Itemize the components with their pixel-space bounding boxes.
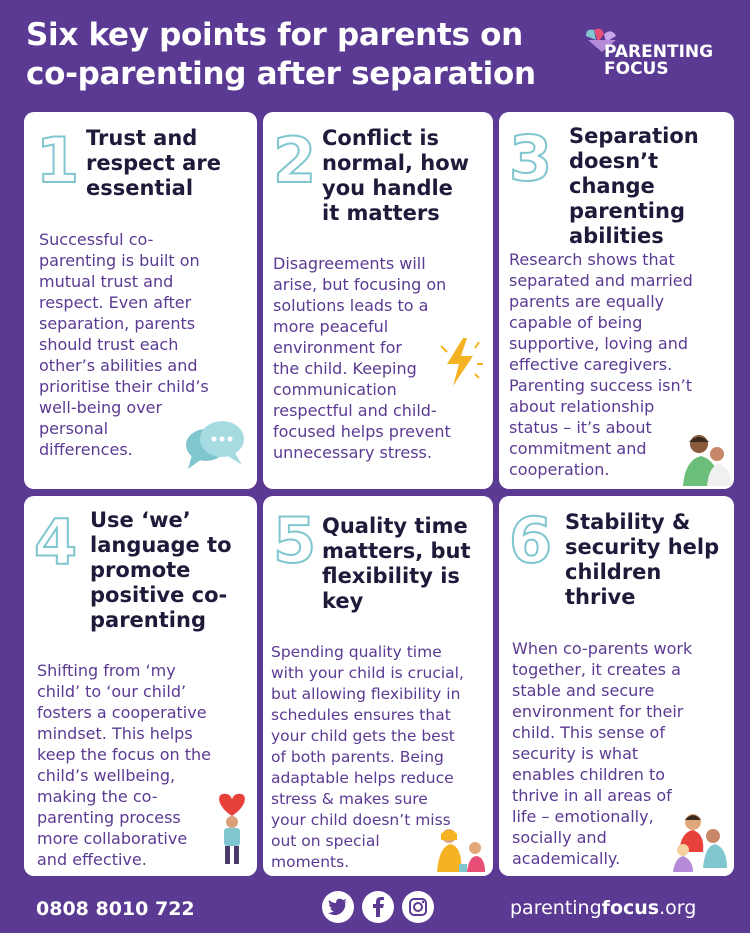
body-line: child’ to ‘our child’ <box>37 682 187 701</box>
card-number: 3 <box>509 122 553 195</box>
logo-text <box>604 44 713 78</box>
body-line: out on special <box>271 832 380 850</box>
body-line: security is what <box>512 744 639 763</box>
card-conflict-normal <box>263 112 493 489</box>
body-line: solutions leads to a <box>273 296 429 315</box>
footer-website-link[interactable] <box>510 897 696 919</box>
body-line: environment for <box>273 338 402 357</box>
body-line: separation, parents <box>39 314 196 333</box>
body-line: child. This sense of <box>512 723 665 742</box>
instagram-icon[interactable] <box>402 891 434 923</box>
card-heading <box>322 514 492 614</box>
body-line: life – emotionally, <box>512 807 654 826</box>
body-line: When co-parents work <box>512 639 693 658</box>
body-line: unnecessary stress. <box>273 443 432 462</box>
heading-line: abilities <box>569 224 664 248</box>
logo-text-line-2: FOCUS <box>604 59 669 79</box>
body-line: more peaceful <box>273 317 389 336</box>
body-line: the child. Keeping <box>273 359 417 378</box>
body-line: your child doesn’t miss <box>271 811 451 829</box>
heading-line: parenting <box>569 199 685 223</box>
body-line: cooperation. <box>509 460 610 479</box>
body-line: parenting process <box>37 808 181 827</box>
card-quality-time <box>263 496 493 876</box>
speech-bubbles-icon <box>184 417 246 475</box>
body-line: arise, but focusing on <box>273 275 447 294</box>
heading-line: doesn’t <box>569 149 659 173</box>
url-prefix: parenting <box>510 897 602 919</box>
heading-line: promote <box>90 558 191 582</box>
body-line: capable of being <box>509 313 643 332</box>
footer-phone[interactable]: 0808 8010 722 <box>36 898 195 920</box>
heading-line: Use ‘we’ <box>90 508 191 532</box>
heading-line: security help <box>565 535 720 559</box>
body-line: child’s wellbeing, <box>37 766 176 785</box>
card-stability-security <box>499 496 734 876</box>
heading-line: essential <box>86 176 194 200</box>
facebook-icon[interactable] <box>362 891 394 923</box>
twitter-icon[interactable] <box>322 891 354 923</box>
heading-line: children <box>565 560 662 584</box>
children-playing-icon <box>669 808 731 872</box>
body-line: Spending quality time <box>271 643 442 661</box>
body-line: supportive, loving and <box>509 334 688 353</box>
body-line: adaptable helps reduce <box>271 769 454 787</box>
body-line: making the co- <box>37 787 158 806</box>
body-line: focused helps prevent <box>273 422 451 441</box>
body-line: environment for their <box>512 702 684 721</box>
url-bold: focus <box>601 897 660 919</box>
body-line: mindset. This helps <box>37 724 193 743</box>
body-line: more collaborative <box>37 829 188 848</box>
title-line-1: Six key points for parents on <box>26 17 523 53</box>
social-links <box>322 891 452 927</box>
body-line: Parenting success isn’t <box>509 376 692 395</box>
title-line-2: co-parenting after separation <box>26 56 536 92</box>
heading-line: key <box>322 589 364 613</box>
card-number: 2 <box>273 124 317 197</box>
body-line: parents are equally <box>509 292 665 311</box>
body-line: stress & makes sure <box>271 790 428 808</box>
card-heading <box>86 126 256 201</box>
heading-line: Conflict is <box>322 126 440 150</box>
body-line: respectful and child- <box>273 401 437 420</box>
heading-line: Stability & <box>565 510 691 534</box>
body-line: moments. <box>271 853 350 871</box>
body-line: personal <box>39 419 109 438</box>
card-we-language <box>24 496 257 876</box>
card-separation-abilities <box>499 112 734 489</box>
heading-line: language to <box>90 533 232 557</box>
body-line: should trust each <box>39 335 179 354</box>
body-line: parenting is built on <box>39 251 200 270</box>
body-line: but allowing flexibility in <box>271 685 461 703</box>
body-line: differences. <box>39 440 133 459</box>
parent-play-icon <box>431 826 491 872</box>
body-line: Shifting from ‘my <box>37 661 176 680</box>
lightning-bolt-icon <box>433 334 489 390</box>
body-line: status – it’s about <box>509 418 652 437</box>
card-trust-respect <box>24 112 257 489</box>
heading-line: parenting <box>90 608 206 632</box>
page-title <box>26 16 546 94</box>
card-number: 5 <box>273 504 317 577</box>
card-heading <box>565 510 730 610</box>
body-line: Disagreements will <box>273 254 426 273</box>
body-line: respect. Even after <box>39 293 192 312</box>
card-heading <box>90 508 255 633</box>
body-line: mutual trust and <box>39 272 174 291</box>
heading-line: positive co- <box>90 583 228 607</box>
heading-line: matters, but <box>322 539 471 563</box>
heading-line: flexibility is <box>322 564 460 588</box>
card-number: 1 <box>36 124 80 197</box>
heading-line: respect are <box>86 151 221 175</box>
body-line: and effective. <box>37 850 147 869</box>
card-number: 6 <box>509 504 553 577</box>
parent-hug-icon <box>677 430 733 488</box>
card-heading <box>569 124 729 249</box>
body-line: thrive in all areas of <box>512 786 672 805</box>
heading-line: Trust and <box>86 126 198 150</box>
body-line: separated and married <box>509 271 693 290</box>
body-line: enables children to <box>512 765 665 784</box>
body-line: academically. <box>512 849 621 868</box>
card-number: 4 <box>34 506 78 579</box>
body-line: stable and secure <box>512 681 655 700</box>
body-line: with your child is crucial, <box>271 664 464 682</box>
heading-line: normal, how <box>322 151 470 175</box>
body-line: other’s abilities and <box>39 356 198 375</box>
heading-line: thrive <box>565 585 636 609</box>
heading-line: Separation <box>569 124 699 148</box>
url-suffix: .org <box>659 897 697 919</box>
body-line: communication <box>273 380 397 399</box>
heading-line: change <box>569 174 655 198</box>
body-line: fosters a cooperative <box>37 703 207 722</box>
body-line: Research shows that <box>509 250 675 269</box>
body-line: about relationship <box>509 397 655 416</box>
body-line: Successful co- <box>39 230 154 249</box>
body-line: your child gets the best <box>271 727 455 745</box>
body-line: keep the focus on the <box>37 745 212 764</box>
body-line: schedules ensures that <box>271 706 451 724</box>
heart-person-icon <box>212 792 252 866</box>
parenting-focus-logo <box>582 26 732 86</box>
heading-line: it matters <box>322 201 440 225</box>
body-line: well-being over <box>39 398 163 417</box>
body-line: effective caregivers. <box>509 355 673 374</box>
body-line: together, it creates a <box>512 660 681 679</box>
logo-text-line-1: PARENTING <box>604 42 714 62</box>
body-line: commitment and <box>509 439 647 458</box>
heading-line: you handle <box>322 176 453 200</box>
body-line: socially and <box>512 828 607 847</box>
card-heading <box>322 126 492 226</box>
heading-line: Quality time <box>322 514 468 538</box>
body-line: prioritise their child’s <box>39 377 209 396</box>
body-line: of both parents. Being <box>271 748 444 766</box>
